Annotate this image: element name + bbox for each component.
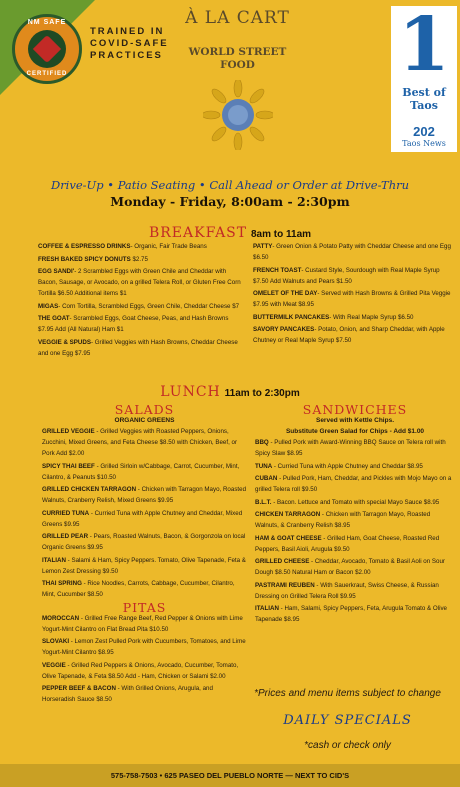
cash-note: *cash or check only xyxy=(304,740,391,751)
nm-safe-certified-seal xyxy=(12,14,82,84)
list-item: COFFEE & ESPRESSO DRINKS- Organic, Fair Trade Beans xyxy=(38,243,207,250)
list-item: ITALIAN - Ham, Salami, Spicy Peppers, Feta, Arugula Tomato & Olive Tapenade $8.95 xyxy=(255,605,448,623)
salads-pitas-column xyxy=(42,404,247,707)
salads-title: SALADS xyxy=(114,402,175,417)
list-item: CHICKEN TARRAGON - Chicken with Tarragon Mayo, Roasted Walnuts, & Cranberry Relish $8.95 xyxy=(255,511,431,529)
hours-line: Monday - Friday, 8:00am - 2:30pm xyxy=(110,194,350,209)
list-item: OMELET OF THE DAY- Served with Hash Browns & Grilled Pita Veggie $7.95 with Meat $8.95 xyxy=(253,290,451,308)
lunch-time: 11am to 2:30pm xyxy=(224,388,300,399)
list-item: GRILLED VEGGIE - Grilled Veggies with Roasted Peppers, Onions, Zucchini, Mixed Greens, and Feta Cheese $8.50 with Chicken, Beef, or Pork Add $2.00 xyxy=(42,428,238,457)
list-item: CURRIED TUNA - Curried Tuna with Apple Chutney and Cheddar, Mixed Greens $9.95 xyxy=(42,509,243,528)
restaurant-logo xyxy=(185,8,290,153)
pitas-title: PITAS xyxy=(122,599,167,615)
seal-bottom-text: CERTIFIED xyxy=(26,71,68,77)
lunch-header xyxy=(0,383,460,400)
list-item: FRESH BAKED SPICY DONUTS $2.75 xyxy=(38,255,148,263)
list-item: MIGAS- Corn Tortilla, Scrambled Eggs, Green Chile, Cheddar Cheese $7 xyxy=(38,302,240,310)
list-item: TUNA - Curried Tuna with Apple Chutney and Cheddar $8.95 xyxy=(255,462,423,470)
logo-title: À LA CART xyxy=(185,8,290,28)
sunflower-icon xyxy=(203,80,273,150)
best-text: Best of Taos xyxy=(402,86,446,112)
breakfast-header xyxy=(0,224,460,241)
best-of-taos-badge xyxy=(391,2,457,152)
list-item: PASTRAMI REUBEN - With Sauerkraut, Swiss Cheese, & Russian Dressing on Grilled Telera Roll $9.95 xyxy=(255,581,439,600)
breakfast-title: BREAKFAST xyxy=(148,225,248,241)
breakfast-right-column xyxy=(253,241,453,348)
trained-text: TRAINED IN COVID-SAFE PRACTICES xyxy=(90,26,169,61)
list-item: EGG SANDI'- 2 Scrambled Eggs with Green Chile and Cheddar with Bacon, Sausage, or Avocado, on a grilled Telera Roll, or Gluten Free Corn Tortilla $6.50 Additional items $1 xyxy=(38,268,241,297)
list-item: PEPPER BEEF & BACON - With Grilled Onions, Arugula, and Horseradish Sauce $8.50 xyxy=(42,685,213,703)
list-item: SPICY THAI BEEF - Grilled Sirloin w/Cabbage, Carrot, Cucumber, Mint, Cilantro, & Peanuts $10.50 xyxy=(42,462,240,481)
list-item: THE GOAT- Scrambled Eggs, Goat Cheese, Peas, and Hash Browns $7.95 Add (All Natural) Ham $1 xyxy=(38,315,229,333)
list-item: THAI SPRING - Rice Noodles, Carrots, Cabbage, Cucumber, Cilantro, Mint, Cucumber $8.50 xyxy=(42,580,235,598)
lunch-title: LUNCH xyxy=(160,384,221,400)
breakfast-left-column xyxy=(38,241,243,360)
seal-top-text: NM SAFE xyxy=(27,19,67,26)
sandwiches-note-1: Served with Kettle Chips. xyxy=(315,417,395,424)
list-item: HAM & GOAT CHEESE - Grilled Ham, Goat Cheese, Roasted Red Peppers, Basil Aioli, Arugula $9.50 xyxy=(255,534,440,553)
list-item: CUBAN - Pulled Pork, Ham, Cheddar, and Pickles with Mojo Mayo on a grilled Telera roll $9.50 xyxy=(255,475,452,493)
best-number: 1 xyxy=(398,2,450,88)
breakfast-time: 8am to 11am xyxy=(251,229,312,240)
list-item: FRENCH TOAST- Custard Style, Sourdough with Real Maple Syrup $7.50 Add Walnuts and Pears $1.50 xyxy=(253,266,440,285)
list-item: BBQ - Pulled Pork with Award-Winning BBQ Sauce on Telera roll with Spicy Slaw $8.95 xyxy=(255,439,446,457)
best-year: 202 xyxy=(413,124,435,139)
list-item: BUTTERMILK PANCAKES- With Real Maple Syrup $6.50 xyxy=(253,313,414,321)
daily-specials-title: DAILY SPECIALS xyxy=(283,713,412,728)
list-item: MOROCCAN - Grilled Free Range Beef, Red Pepper & Onions with Lime Yogurt-Mint Cilantro on Flat Bread Pita $10.50 xyxy=(42,614,243,633)
list-item: SAVORY PANCAKES- Potato, Onion, and Sharp Cheddar, with Apple Chutney or Real Maple Syrup $7.50 xyxy=(253,326,445,344)
list-item: SLOVAKI - Lemon Zest Pulled Pork with Cucumbers, Tomatoes, and Lime Yogurt-Mint Cilantro $8.95 xyxy=(42,638,246,656)
list-item: PATTY- Green Onion & Potato Patty with Cheddar Cheese and one Egg $6.50 xyxy=(253,243,451,261)
list-item: GRILLED CHICKEN TARRAGON - Chicken with Tarragon Mayo, Roasted Walnuts, Cranberry Relish, Mixed Greens $9.95 xyxy=(42,486,247,504)
list-item: VEGGIE & SPUDS- Grilled Veggies with Hash Browns, Cheddar Cheese and one Egg $7.95 xyxy=(38,338,238,357)
salads-subtitle: ORGANIC GREENS xyxy=(114,417,175,424)
list-item: ITALIAN - Salami & Ham, Spicy Peppers. Tomato, Olive Tapenade, Feta & Lemon Zest Dressing $9.50 xyxy=(42,556,246,575)
list-item: GRILLED CHEESE - Cheddar, Avocado, Tomato & Basil Aoli on Sour Dough $8.50 Natural Ham or Bacon $2.00 xyxy=(255,558,445,576)
taos-news: Taos News xyxy=(402,139,446,148)
services-line: Drive-Up • Patio Seating • Call Ahead or Order at Drive-Thru xyxy=(50,178,410,192)
list-item: B.L.T. - Bacon. Lettuce and Tomato with special Mayo Sauce $8.95 xyxy=(255,498,440,506)
list-item: GRILLED PEAR - Pears, Roasted Walnuts, Bacon, & Gorgonzola on local Organic Greens $9.95 xyxy=(42,533,246,551)
sandwiches-note-2: Substitute Green Salad for Chips - Add $1.00 xyxy=(285,428,425,435)
sandwiches-title: SANDWICHES xyxy=(302,402,408,417)
sandwiches-column xyxy=(255,404,455,627)
price-change-note: *Prices and menu items subject to change xyxy=(254,688,441,699)
footer-contact: 575-758-7503 • 625 PASEO DEL PUEBLO NORTE — NEXT TO CID'S xyxy=(0,764,460,787)
logo-subtitle: WORLD STREET FOOD xyxy=(188,46,287,71)
list-item: VEGGIE - Grilled Red Peppers & Onions, Avocado, Cucumber, Tomato, Olive Tapenade, & Feta $8.50 Add - Ham, Chicken or Salami $2.00 xyxy=(42,661,239,680)
